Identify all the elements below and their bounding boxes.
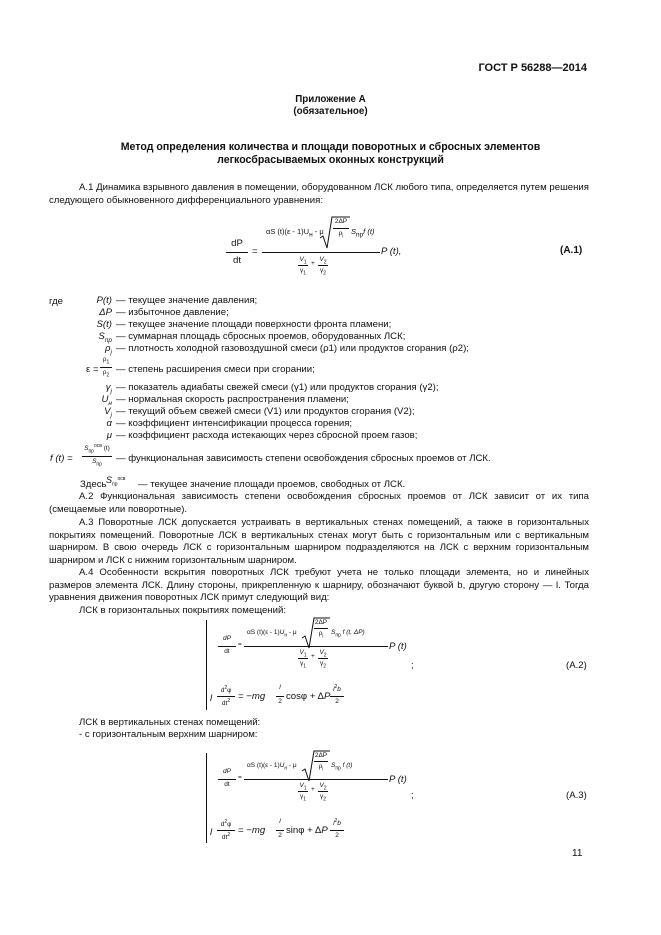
eq-a2-tail: f (t, ΔP): [342, 629, 365, 636]
lsk-horizontal: ЛСК в горизонтальных покрытиях помещений:: [79, 605, 286, 616]
para-a1: А.1 Динамика взрывного давления в помещении, оборудованном ЛСК любого типа, определяется путем решения следующего обыкновенного дифференциального уравнения:: [49, 182, 589, 206]
def-text-10: — коэффициент расхода истекающих через сбросной проем газов;: [116, 430, 418, 441]
def-sym-4: $\rho_j$: [105, 343, 112, 356]
eps-lhs: ε =: [86, 364, 99, 375]
def-sym-9: α: [106, 418, 112, 429]
def-sym-8: $V_j$: [104, 406, 112, 419]
page-number: 11: [572, 848, 583, 859]
here-sym: $S_{пр}^{осв}$: [106, 475, 126, 488]
section-title-line2: легкосбрасываемых оконных конструкций: [217, 154, 444, 166]
eq-a1-lhs-den: dt: [232, 255, 241, 266]
appendix-title: Приложение А: [295, 94, 366, 105]
eq-a2-label: (А.2): [566, 660, 587, 671]
def-sym-1: ΔP: [99, 307, 112, 318]
where-label: где: [49, 296, 64, 307]
def-text-6: — показатель адиабаты свежей смеси (γ1) или продуктов сгорания (γ2);: [116, 382, 439, 393]
def-text-0: — текущее значение давления;: [116, 295, 258, 306]
eq-a3-tail: f (t): [342, 762, 353, 769]
eq-a2-func: cosφ: [286, 691, 308, 702]
def-sym-3: $S_{пр}$: [98, 331, 112, 344]
def-text-7: — нормальная скорость распространения пламени;: [116, 394, 349, 405]
f-lhs: f (t) =: [50, 453, 73, 464]
eq-a3-func: sinφ: [286, 825, 305, 836]
eq-a1-num-left: αS (t)(ε - 1)U: [266, 227, 310, 236]
section-title-line1: Метод определения количества и площади поворотных и сбросных элементов: [120, 141, 541, 153]
def-sym-2: S(t): [96, 319, 112, 330]
eq-a3-label: (А.3): [566, 790, 587, 801]
para-a2: А.2 Функциональная зависимость степени освобождения сбросных проемов от ЛСК зависит от их типа (смещаемые или поворотные).: [49, 491, 589, 515]
para-a3: А.3 Поворотные ЛСК допускается устраивать в вертикальных стенах помещений, а также в горизонтальных покрытиях помещений. Поворотные ЛСК в вертикальных стенах могут быть с горизонтальным или с вертикальным шарниром. В свою очередь ЛСК с горизонтальным шарниром подразделяются на ЛСК с верхним горизонтальным шарниром и ЛСК с нижним горизонтальным шарниром.: [49, 517, 589, 566]
def-text-11: — функциональная зависимость степени освобождения сбросных проемов от ЛСК.: [116, 453, 491, 464]
def-text-3: — суммарная площадь сбросных проемов, оборудованных ЛСК;: [116, 331, 406, 342]
def-text-1: — избыточное давление;: [116, 307, 229, 318]
eq-a1-lhs-num: dP: [231, 238, 243, 249]
here-prefix: Здесь: [80, 479, 107, 490]
eq-a1-label: (А.1): [560, 245, 583, 256]
def-sym-0: P(t): [96, 295, 112, 306]
def-text-2: — текущее значение площади поверхности фронта пламени;: [116, 319, 392, 330]
def-sym-7: $U_н$: [101, 394, 112, 407]
def-text-4: — плотность холодной газовоздушной смеси (ρ1) или продуктов сгорания (ρ2);: [116, 343, 469, 354]
def-text-8: — текущий объем свежей смеси (V1) или продуктов сгорания (V2);: [116, 406, 415, 417]
para-a4: А.4 Особенности вскрытия поворотных ЛСК требуют учета не только площади элемента, но и линейных размеров элемента ЛСК. Длину стороны, прикрепленную к шарниру, обозначают буквой b, другую сторону — l. Тогда уравнения движения поворотных ЛСК примут следующий вид:: [49, 567, 589, 604]
def-text-5: — степень расширения смеси при сгорании;: [116, 364, 315, 375]
eq-a1-rhs: P (t),: [381, 246, 402, 257]
lsk-vertical: ЛСК в вертикальных стенах помещений:: [79, 717, 261, 728]
appendix-note: (обязательное): [293, 106, 368, 117]
def-text-9: — коэффициент интенсификации процесса горения;: [116, 418, 353, 429]
standard-number: ГОСТ Р 56288—2014: [478, 62, 587, 74]
lsk-vertical-top: - с горизонтальным верхним шарниром:: [79, 729, 258, 740]
def-sym-6: $\gamma_j$: [105, 382, 112, 395]
eq-a1-main-bar: [262, 252, 380, 253]
def-sym-10: μ: [106, 430, 112, 441]
here-text: — текущее значение площади проемов, свободных от ЛСК.: [138, 479, 406, 490]
